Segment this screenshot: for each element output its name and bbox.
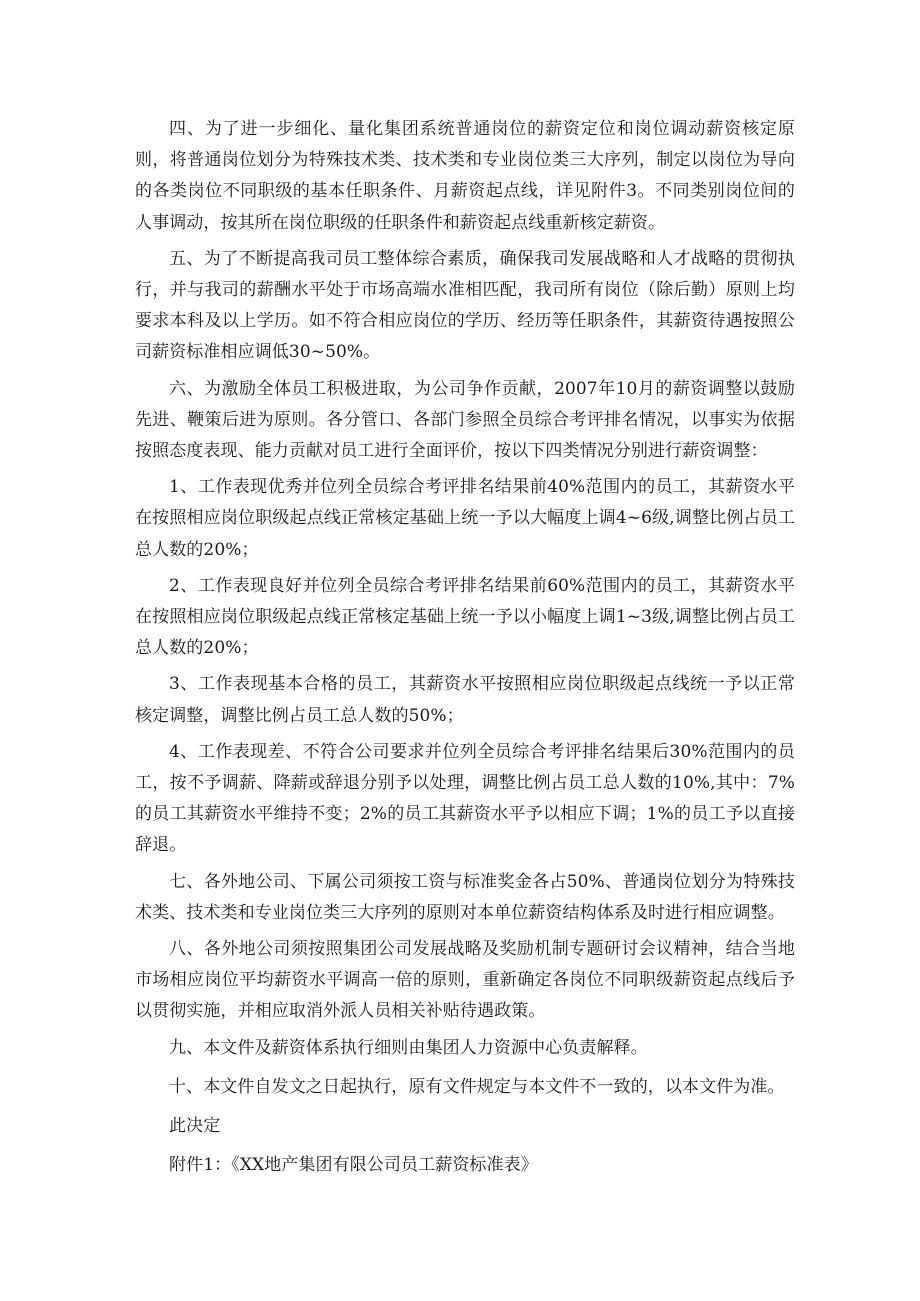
paragraph-attachment-1: 附件1：《XX地产集团有限公司员工薪资标准表》 — [169, 1155, 538, 1176]
paragraph-section-10: 十、本文件自发文之日起执行，原有文件规定与本文件不一致的，以本文件为准。 — [169, 1076, 785, 1097]
paragraph-section-6: 六、为激励全体员工积极进取，为公司争作贡献，2007年10月的薪资调整以鼓励先进、鞭策后进为原则。各分管口、各部门参照全员综合考评排名情况，以事实为依据按照态度表现、能力贡献对员工进行全面评价，按以下四类情况分别进行薪资调整： — [135, 378, 795, 462]
paragraph-section-5: 五、为了不断提高我司员工整体综合素质，确保我司发展战略和人才战略的贯彻执行，并与我司的薪酬水平处于市场高端水准相匹配，我司所有岗位（除后勤）原则上均要求本科及以上学历。如不符合相应岗位的学历、经历等任职条件，其薪资待遇按照公司薪资标准相应调低30~50%。 — [135, 248, 795, 363]
paragraph-section-4: 四、为了进一步细化、量化集团系统普通岗位的薪资定位和岗位调动薪资核定原则，将普通岗位划分为特殊技术类、技术类和专业岗位类三大序列，制定以岗位为导向的各类岗位不同职级的基本任职条件、月薪资起点线，详见附件3。不同类别岗位间的人事调动，按其所在岗位职级的任职条件和薪资起点线重新核定薪资。 — [135, 119, 795, 233]
paragraph-section-7: 七、各外地公司、下属公司须按工资与标准奖金各占50%、普通岗位划分为特殊技术类、技术类和专业岗位类三大序列的原则对本单位薪资结构体系及时进行相应调整。 — [135, 871, 795, 923]
paragraph-item-4: 4、工作表现差、不符合公司要求并位列全员综合考评排名结果后30%范围内的员工，按不予调薪、降薪或辞退分别予以处理，调整比例占员工总人数的10%,其中：7%的员工其薪资水平维持不变；2%的员工其薪资水平予以相应下调；1%的员工予以直接辞退。 — [135, 741, 795, 856]
paragraph-item-1: 1、工作表现优秀并位列全员综合考评排名结果前40%范围内的员工，其薪资水平在按照相应岗位职级起点线正常核定基础上统一予以大幅度上调4~6级,调整比例占员工总人数的20%； — [135, 477, 795, 560]
paragraph-section-8: 八、各外地公司须按照集团公司发展战略及奖励机制专题研讨会议精神，结合当地市场相应岗位平均薪资水平调高一倍的原则，重新确定各岗位不同职级薪资起点线后予以贯彻实施，并相应取消外派人员相关补贴待遇政策。 — [135, 939, 795, 1022]
paragraph-section-9: 九、本文件及薪资体系执行细则由集团人力资源中心负责解释。 — [169, 1037, 648, 1058]
paragraph-item-2: 2、工作表现良好并位列全员综合考评排名结果前60%范围内的员工，其薪资水平在按照相应岗位职级起点线正常核定基础上统一予以小幅度上调1~3级,调整比例占员工总人数的20%； — [135, 575, 795, 659]
paragraph-item-3: 3、工作表现基本合格的员工，其薪资水平按照相应岗位职级起点线统一予以正常核定调整，调整比例占员工总人数的50%； — [135, 674, 795, 726]
paragraph-decision: 此决定 — [169, 1116, 221, 1137]
document-body — [135, 114, 795, 1190]
